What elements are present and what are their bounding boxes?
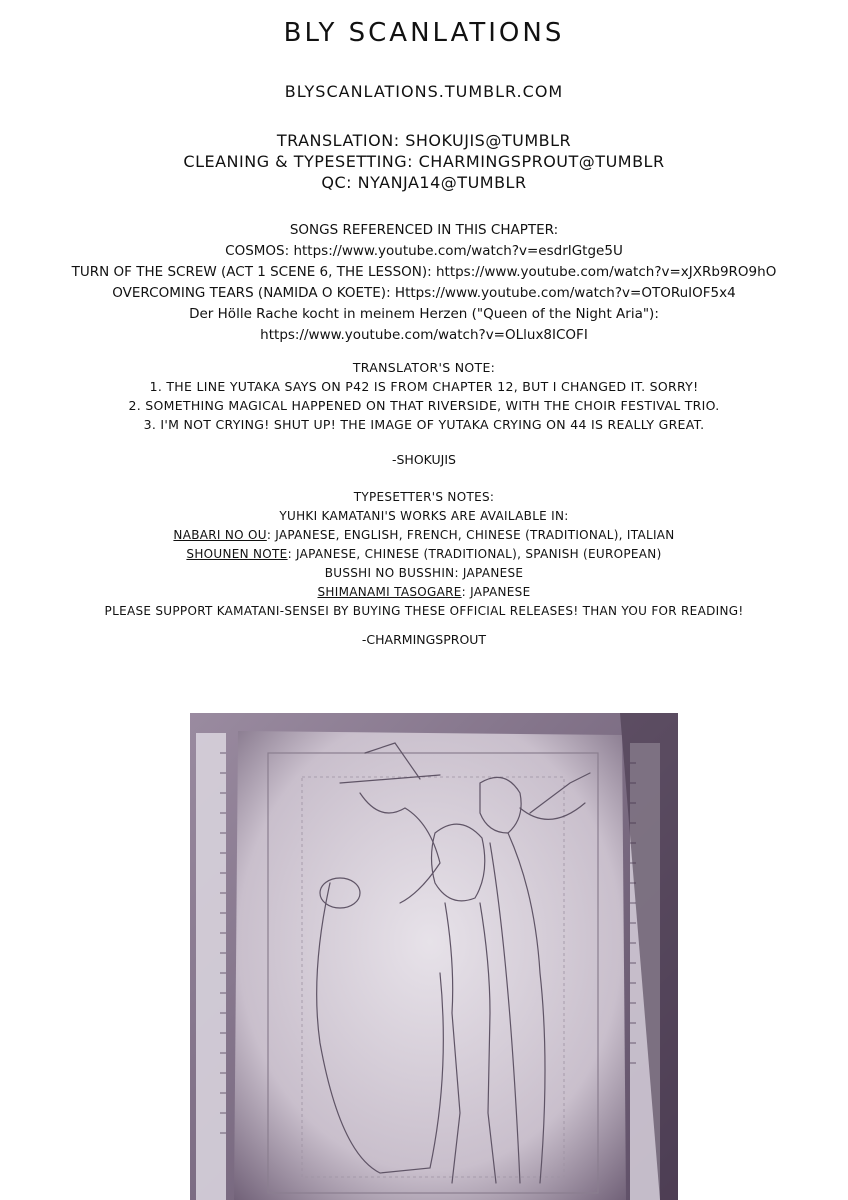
staff-credits — [0, 130, 848, 193]
sketch-illustration — [190, 713, 678, 1200]
songs-heading: SONGS REFERENCED IN THIS CHAPTER: — [289, 222, 559, 238]
typesetter-notes-heading: TYPESETTER'S NOTES: — [353, 490, 495, 504]
typesetter-signature: -CHARMINGSPROUT — [361, 632, 487, 647]
work-title: SHOUNEN NOTE — [186, 547, 288, 561]
work-availability — [0, 564, 848, 583]
song-item: https://www.youtube.com/watch?v=OLlux8ICOFI — [260, 327, 588, 343]
translator-note-item: 3. I'M NOT CRYING! SHUT UP! THE IMAGE OF YUTAKA CRYING ON 44 IS REALLY GREAT. — [143, 417, 705, 432]
typesetter-closing: PLEASE SUPPORT KAMATANI-SENSEI BY BUYING THESE OFFICIAL RELEASES! THAN YOU FOR READING! — [104, 604, 744, 618]
translation-credit: TRANSLATION: SHOKUJIS@TUMBLR — [276, 131, 572, 150]
song-item: Der Hölle Rache kocht in meinem Herzen ("Queen of the Night Aria"): — [189, 306, 659, 322]
songs-section — [0, 220, 848, 346]
work-title: NABARI NO OU — [173, 528, 267, 542]
work-title: SHIMANAMI TASOGARE — [317, 585, 462, 599]
paper-sheet — [234, 731, 626, 1200]
page-title: BLY SCANLATIONS — [283, 18, 565, 48]
translator-note-item: 2. SOMETHING MAGICAL HAPPENED ON THAT RIVERSIDE, WITH THE CHOIR FESTIVAL TRIO. — [128, 398, 720, 413]
song-item: OVERCOMING TEARS (NAMIDA O KOETE): Https://www.youtube.com/watch?v=OTORuIOF5x4 — [112, 285, 736, 301]
translator-signature: -SHOKUJIS — [391, 452, 456, 467]
work-availability — [0, 583, 848, 602]
cleaning-credit: CLEANING & TYPESETTING: CHARMINGSPROUT@TUMBLR — [183, 152, 665, 171]
translator-note-item: 1. THE LINE YUTAKA SAYS ON P42 IS FROM CHAPTER 12, BUT I CHANGED IT. SORRY! — [149, 379, 699, 394]
work-availability — [0, 545, 848, 564]
typesetter-notes-intro: YUHKI KAMATANI'S WORKS ARE AVAILABLE IN: — [279, 509, 569, 523]
typesetter-notes — [0, 488, 848, 621]
translator-note-heading: TRANSLATOR'S NOTE: — [352, 360, 496, 375]
sketch-photo — [190, 713, 678, 1200]
work-languages: : JAPANESE — [461, 585, 531, 599]
song-item: COSMOS: https://www.youtube.com/watch?v=esdrIGtge5U — [225, 243, 623, 259]
translator-note — [0, 358, 848, 434]
left-ruler — [196, 733, 226, 1200]
work-availability — [0, 526, 848, 545]
song-item: TURN OF THE SCREW (ACT 1 SCENE 6, THE LESSON): https://www.youtube.com/watch?v=xJXRb9RO9hO — [71, 264, 777, 280]
work-languages: : JAPANESE, CHINESE (TRADITIONAL), SPANISH (EUROPEAN) — [287, 547, 662, 561]
site-url: BLYSCANLATIONS.TUMBLR.COM — [284, 82, 564, 101]
work-languages: BUSSHI NO BUSSHIN: JAPANESE — [324, 566, 524, 580]
work-languages: : JAPANESE, ENGLISH, FRENCH, CHINESE (TRADITIONAL), ITALIAN — [266, 528, 675, 542]
qc-credit: QC: NYANJA14@TUMBLR — [321, 173, 527, 192]
